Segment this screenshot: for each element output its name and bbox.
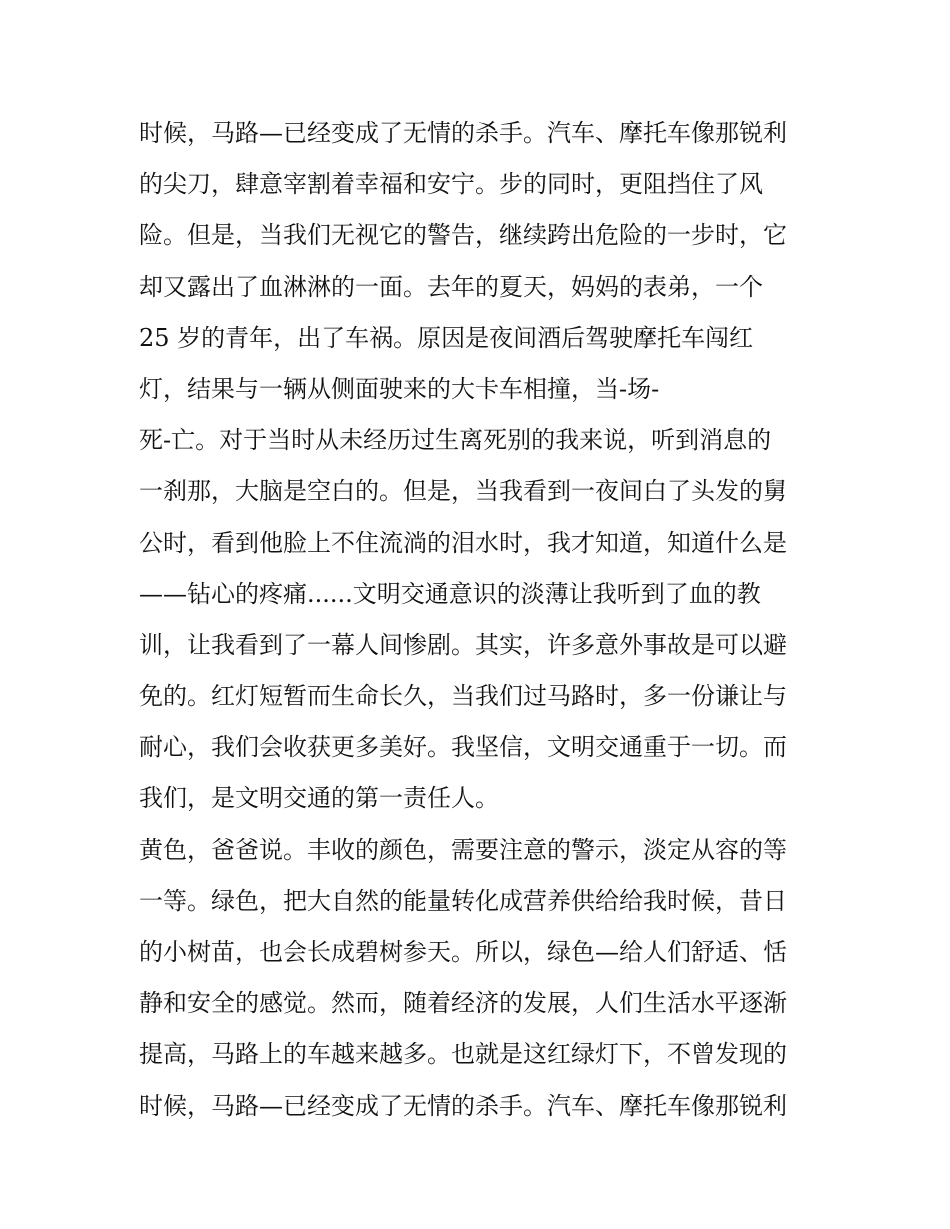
text-line: 的尖刀，肆意宰割着幸福和安宁。步的同时，更阻挡住了风 [139, 170, 763, 199]
text-line: 却又露出了血淋淋的一面。去年的夏天，妈妈的表弟，一个 [139, 272, 763, 301]
text-line: 公时，看到他脸上不住流淌的泪水时，我才知道，知道什么是 [139, 528, 787, 557]
text-line: ——钻心的疼痛......文明交通意识的淡薄让我听到了血的教 [139, 579, 761, 608]
text-line: 时候，马路—已经变成了无情的杀手。汽车、摩托车像那锐利 [139, 1091, 787, 1120]
text-line: 时候，马路—已经变成了无情的杀手。汽车、摩托车像那锐利 [139, 119, 787, 147]
text-line: 的小树苗，也会长成碧树参天。所以，绿色—给人们舒适、恬 [139, 938, 787, 966]
text-line: 我们，是文明交通的第一责任人。 [139, 784, 499, 813]
text-line: 静和安全的感觉。然而，随着经济的发展，人们生活水平逐渐 [139, 989, 787, 1018]
text-line: 训，让我看到了一幕人间惨剧。其实，许多意外事故是可以避 [139, 630, 787, 659]
text-line: 25 岁的青年，出了车祸。原因是夜间酒后驾驶摩托车闯红 [139, 323, 754, 352]
text-line: 一刹那，大脑是空白的。但是，当我看到一夜间白了头发的舅 [139, 477, 787, 506]
text-line: 死-亡。对于当时从未经历过生离死别的我来说，听到消息的 [139, 426, 772, 455]
body-text [139, 108, 819, 1132]
text-line: 提高，马路上的车越来越多。也就是这红绿灯下，不曾发现的 [139, 1040, 787, 1069]
text-line: 黄色，爸爸说。丰收的颜色，需要注意的警示，淡定从容的等 [139, 835, 787, 864]
text-line: 免的。红灯短暂而生命长久，当我们过马路时，多一份谦让与 [139, 682, 787, 711]
text-line: 耐心，我们会收获更多美好。我坚信，文明交通重于一切。而 [139, 733, 787, 762]
text-line: 灯，结果与一辆从侧面驶来的大卡车相撞，当-场- [139, 374, 660, 403]
text-line: 一等。绿色，把大自然的能量转化成营养供给给我时候，昔日 [139, 886, 787, 915]
text-line: 险。但是，当我们无视它的警告，继续跨出危险的一步时，它 [139, 221, 787, 250]
